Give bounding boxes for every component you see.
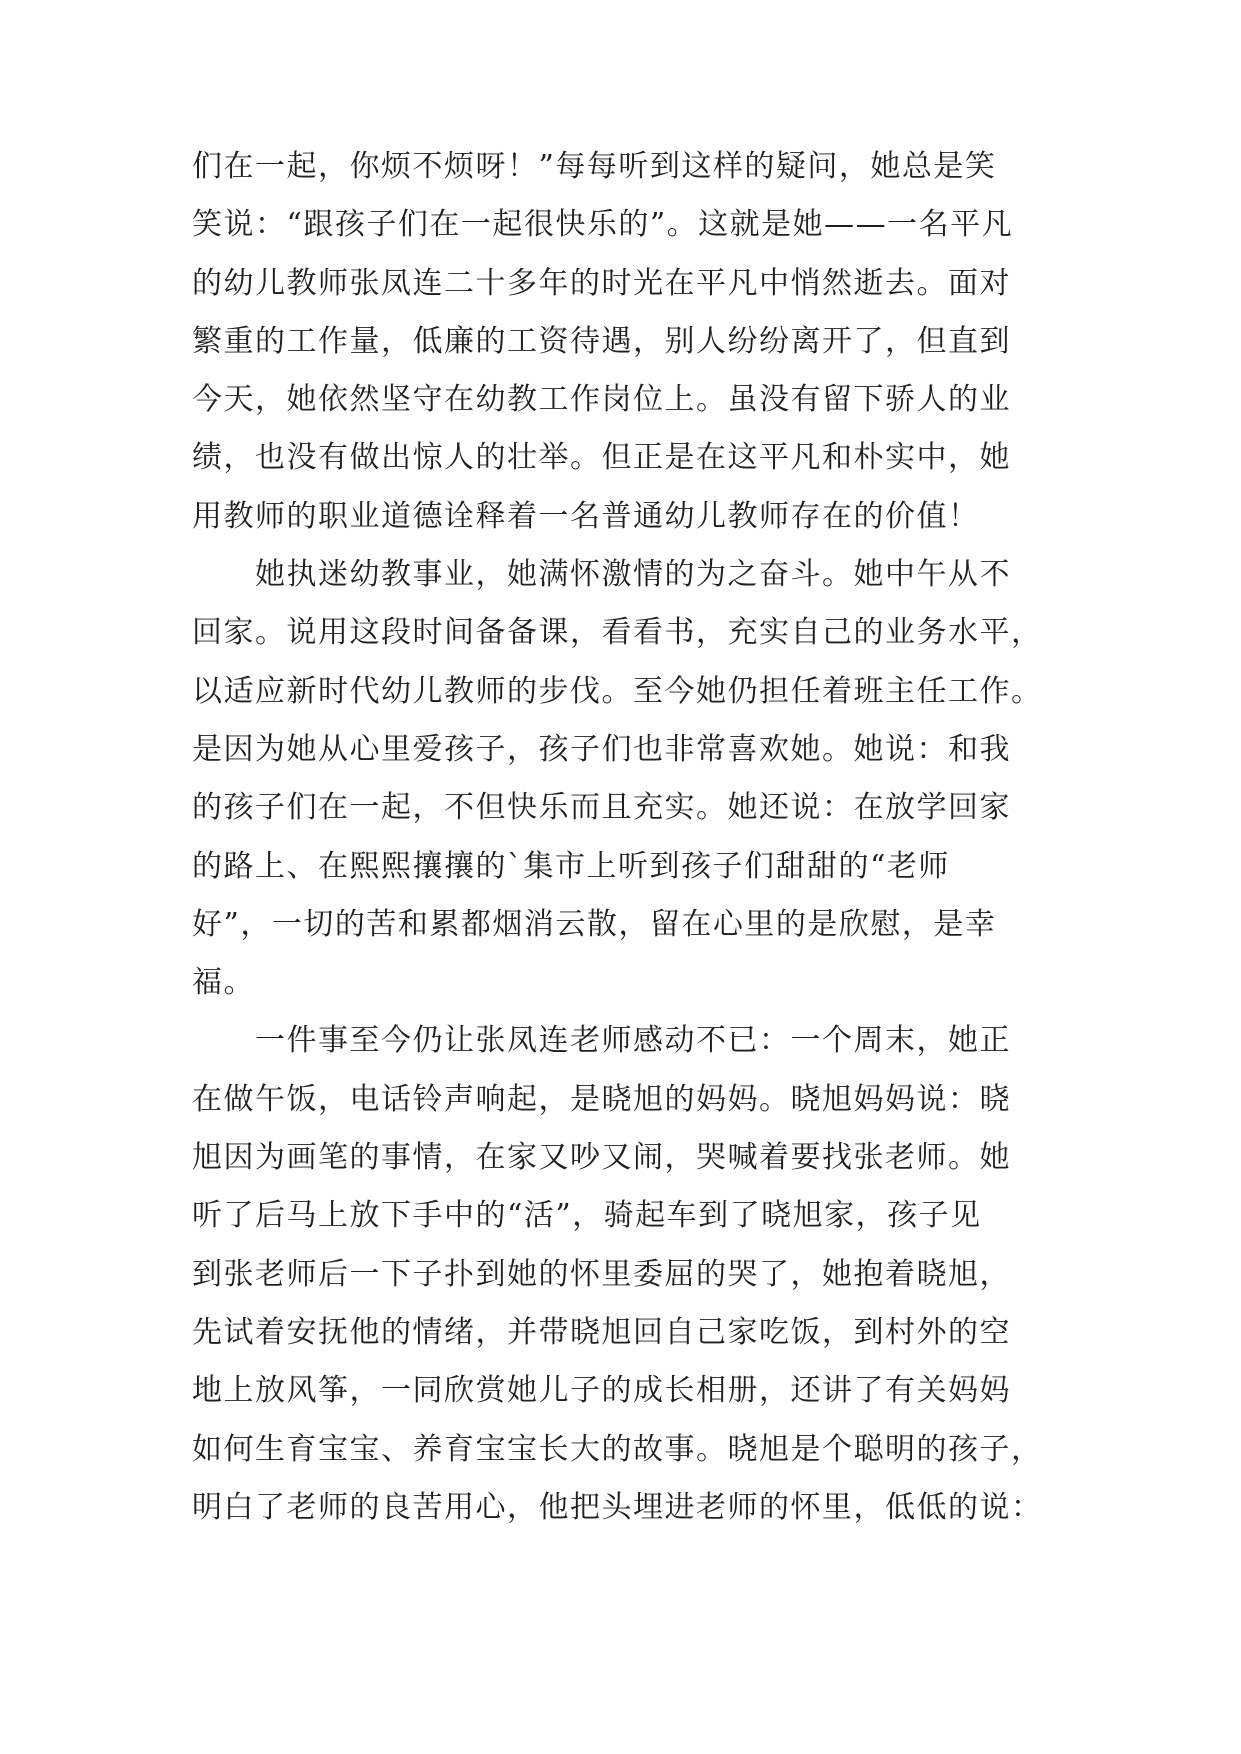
text-line: 好”，一切的苦和累都烟消云散，留在心里的是欣慰，是幸 [192,906,997,942]
paragraph-1 [192,138,1064,546]
text-line: 如何生育宝宝、养育宝宝长大的故事。晓旭是个聪明的孩子， [192,1431,1043,1467]
text-line: 的路上、在熙熙攘攘的`集市上听到孩子们甜甜的“老师 [192,848,950,884]
text-line: 她执迷幼教事业，她满怀激情的为之奋斗。她中午从不 [192,557,1011,593]
paragraph-2 [192,546,1064,1012]
text-line: 在做午饭，电话铃声响起，是晓旭的妈妈。晓旭妈妈说：晓 [192,1081,1011,1117]
text-line: 先试着安抚他的情绪，并带晓旭回自己家吃饭，到村外的空 [192,1314,1011,1350]
text-line: 绩，也没有做出惊人的壮举。但正是在这平凡和朴实中，她 [192,440,1011,476]
text-line: 们在一起，你烦不烦呀！”每每听到这样的疑问，她总是笑 [192,149,997,184]
text-line: 到张老师后一下子扑到她的怀里委屈的哭了，她抱着晓旭， [192,1256,1011,1292]
text-line: 今天，她依然坚守在幼教工作岗位上。虽没有留下骄人的业 [192,382,1011,418]
text-line: 的孩子们在一起，不但快乐而且充实。她还说：在放学回家 [192,790,1011,826]
body-text [192,138,1064,1537]
text-line: 回家。说用这段时间备备课，看看书，充实自己的业务水平， [192,615,1043,651]
paragraph-3 [192,1012,1064,1537]
text-line: 一件事至今仍让张凤连老师感动不已：一个周末，她正 [192,1023,1011,1059]
text-line: 地上放风筝，一同欣赏她儿子的成长相册，还讲了有关妈妈 [192,1373,1011,1409]
text-line: 繁重的工作量，低廉的工资待遇，别人纷纷离开了，但直到 [192,323,1011,359]
text-line: 旭因为画笔的事情，在家又吵又闹，哭喊着要找张老师。她 [192,1140,1011,1176]
text-line: 笑说：“跟孩子们在一起很快乐的”。这就是她——一名平凡 [192,207,1014,243]
text-line: 的幼儿教师张凤连二十多年的时光在平凡中悄然逝去。面对 [192,265,1011,301]
text-line: 是因为她从心里爱孩子，孩子们也非常喜欢她。她说：和我 [192,731,1011,767]
text-line: 以适应新时代幼儿教师的步伐。至今她仍担任着班主任工作。 [192,673,1043,709]
text-line: 明白了老师的良苦用心，他把头埋进老师的怀里，低低的说： [192,1489,1043,1525]
text-line: 用教师的职业道德诠释着一名普通幼儿教师存在的价值！ [192,498,980,534]
text-line: 听了后马上放下手中的“活”，骑起车到了晓旭家，孩子见 [192,1198,982,1234]
text-line: 福。 [192,965,255,1001]
